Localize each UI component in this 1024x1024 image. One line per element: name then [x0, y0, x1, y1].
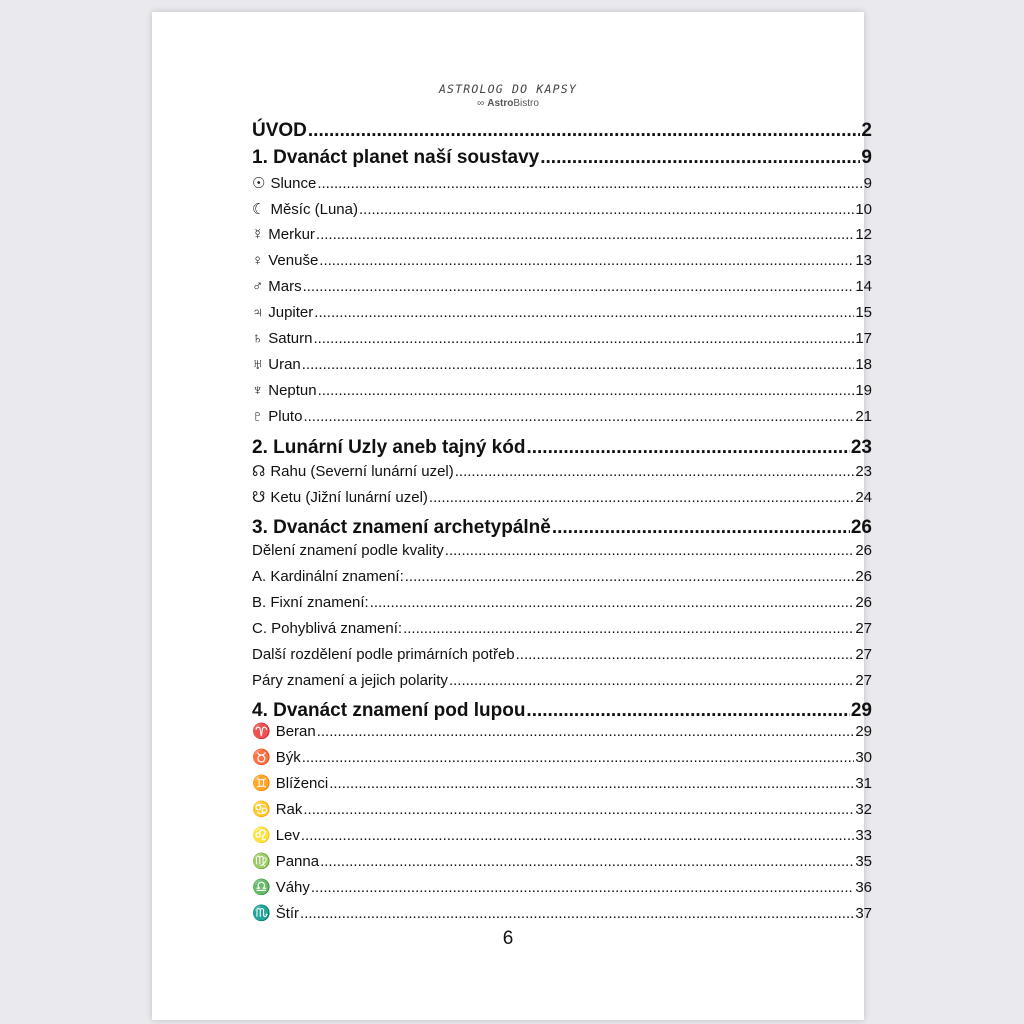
dot-leader	[316, 226, 854, 243]
dot-leader	[313, 330, 854, 347]
toc-entry[interactable]	[252, 568, 872, 585]
zodiac-planet-symbol-icon: ♌	[252, 827, 271, 844]
zodiac-planet-symbol-icon: ♇	[252, 408, 264, 425]
toc-page-number: 18	[855, 356, 872, 373]
dot-leader	[403, 620, 854, 637]
toc-label	[252, 278, 302, 295]
zodiac-planet-symbol-icon: ♀	[252, 252, 264, 269]
toc-label-text: Merkur	[268, 226, 315, 243]
toc-label-text: 1. Dvanáct planet naší soustavy	[252, 147, 540, 168]
toc-label-text: Lev	[275, 827, 300, 844]
toc-label	[252, 800, 302, 818]
zodiac-planet-symbol-icon: ♃	[252, 304, 264, 321]
toc-page-number: 33	[855, 827, 872, 844]
dot-leader	[318, 382, 855, 399]
toc-page-number: 31	[855, 775, 872, 792]
toc-label-text: Páry znamení a jejich polarity	[252, 672, 448, 689]
zodiac-planet-symbol-icon: ♍	[252, 853, 271, 870]
toc-label-text: ÚVOD	[252, 120, 307, 141]
toc-entry[interactable]	[252, 594, 872, 611]
dot-leader	[314, 304, 854, 321]
zodiac-planet-symbol-icon: ☿	[252, 226, 264, 243]
toc-page-number: 37	[855, 905, 872, 922]
dot-leader	[301, 827, 854, 844]
zodiac-planet-symbol-icon: ☉	[252, 175, 266, 192]
toc-page-number: 27	[855, 620, 872, 637]
toc-page-number: 26	[855, 568, 872, 585]
toc-heading[interactable]	[252, 120, 872, 142]
toc-label-text: Neptun	[268, 382, 317, 399]
toc-label-text: Venuše	[268, 252, 319, 269]
dot-leader	[370, 594, 855, 611]
toc-label	[252, 488, 428, 506]
toc-label	[252, 147, 539, 169]
toc-entry[interactable]	[252, 356, 872, 373]
toc-entry[interactable]	[252, 330, 872, 347]
dot-leader	[445, 542, 855, 559]
dot-leader	[319, 252, 854, 269]
toc-label	[252, 904, 299, 922]
toc-entry[interactable]	[252, 252, 872, 269]
toc-label	[252, 174, 316, 192]
toc-page-number: 13	[855, 252, 872, 269]
toc-page-number: 9	[863, 175, 872, 192]
dot-leader	[552, 517, 850, 539]
toc-label-text: B. Fixní znamení:	[252, 594, 369, 611]
toc-entry[interactable]	[252, 646, 872, 663]
toc-label-text: 2. Lunární Uzly aneb tajný kód	[252, 437, 526, 458]
toc-entry[interactable]	[252, 278, 872, 295]
zodiac-planet-symbol-icon: ♋	[252, 801, 271, 818]
toc-page-number: 23	[850, 437, 872, 458]
dot-leader	[455, 463, 855, 480]
toc-entry[interactable]	[252, 382, 872, 399]
toc-label-text: Další rozdělení podle primárních potřeb	[252, 646, 515, 663]
toc-entry[interactable]	[252, 748, 872, 766]
dot-leader	[317, 175, 862, 192]
toc-page-number: 35	[855, 853, 872, 870]
toc-label	[252, 542, 444, 559]
running-header-title: ASTROLOG DO KAPSY	[438, 82, 578, 96]
toc-label	[252, 748, 301, 766]
toc-label	[252, 252, 318, 269]
toc-label	[252, 568, 404, 585]
toc-entry[interactable]	[252, 852, 872, 870]
toc-label-text: A. Kardinální znamení:	[252, 568, 404, 585]
toc-label	[252, 356, 301, 373]
toc-heading[interactable]	[252, 147, 872, 169]
toc-label-text: 4. Dvanáct znamení pod lupou	[252, 700, 526, 721]
zodiac-planet-symbol-icon: ☾	[252, 201, 266, 218]
toc-page-number: 9	[861, 147, 872, 168]
brand-name-rest: Bistro	[513, 98, 539, 109]
toc-label-text: Pluto	[268, 408, 303, 425]
dot-leader	[303, 801, 854, 818]
toc-entry[interactable]	[252, 462, 872, 480]
dot-leader	[540, 147, 860, 169]
toc-label-text: Panna	[275, 853, 320, 870]
toc-label-text: Mars	[268, 278, 302, 295]
toc-label	[252, 120, 307, 142]
toc-label-text: Rak	[275, 801, 303, 818]
toc-label-text: Štír	[275, 905, 300, 922]
toc-heading[interactable]	[252, 517, 872, 539]
toc-entry[interactable]	[252, 408, 872, 425]
dot-leader	[526, 700, 849, 722]
dot-leader	[329, 775, 854, 792]
toc-label	[252, 620, 402, 637]
toc-heading[interactable]	[252, 700, 872, 722]
toc-label-text: Měsíc (Luna)	[270, 201, 358, 218]
toc-label	[252, 826, 300, 844]
toc-page-number: 2	[861, 120, 872, 141]
toc-label-text: Ketu (Jižní lunární uzel)	[270, 489, 428, 506]
toc-page-number: 27	[855, 646, 872, 663]
dot-leader	[405, 568, 855, 585]
toc-entry[interactable]	[252, 226, 872, 243]
zodiac-planet-symbol-icon: ♅	[252, 356, 264, 373]
toc-label	[252, 722, 316, 740]
zodiac-planet-symbol-icon: ☋	[252, 489, 266, 506]
toc-page-number: 27	[855, 672, 872, 689]
dot-leader	[311, 879, 854, 896]
zodiac-planet-symbol-icon: ♂	[252, 278, 264, 295]
toc-label-text: Slunce	[270, 175, 317, 192]
toc-label	[252, 382, 317, 399]
toc-page-number: 26	[855, 542, 872, 559]
toc-entry[interactable]	[252, 542, 872, 559]
toc-label-text: Blíženci	[275, 775, 329, 792]
toc-entry[interactable]	[252, 878, 872, 896]
zodiac-planet-symbol-icon: ♊	[252, 775, 271, 792]
toc-entry[interactable]	[252, 488, 872, 506]
toc-label	[252, 408, 302, 425]
toc-entry[interactable]	[252, 672, 872, 689]
zodiac-planet-symbol-icon: ♄	[252, 330, 264, 347]
toc-label	[252, 700, 525, 722]
toc-entry[interactable]	[252, 174, 872, 192]
dot-leader	[303, 278, 855, 295]
toc-page-number: 14	[855, 278, 872, 295]
dot-leader	[320, 853, 854, 870]
dot-leader	[317, 723, 855, 740]
infinity-icon: ∞	[477, 98, 485, 109]
dot-leader	[526, 437, 849, 459]
toc-label-text: Saturn	[268, 330, 313, 347]
toc-entry[interactable]	[252, 200, 872, 218]
toc-label	[252, 672, 448, 689]
brand-name-bold: Astro	[487, 98, 514, 109]
toc-label-text: Jupiter	[268, 304, 314, 321]
toc-entry[interactable]	[252, 620, 872, 637]
toc-label-text: 3. Dvanáct znamení archetypálně	[252, 517, 551, 538]
toc-label	[252, 226, 315, 243]
zodiac-planet-symbol-icon: ♈	[252, 723, 271, 740]
dot-leader	[302, 356, 855, 373]
zodiac-planet-symbol-icon: ♉	[252, 749, 271, 766]
toc-page-number: 30	[855, 749, 872, 766]
toc-label-text: Uran	[268, 356, 301, 373]
dot-leader	[449, 672, 854, 689]
toc-entry[interactable]	[252, 774, 872, 792]
zodiac-planet-symbol-icon: ☊	[252, 463, 266, 480]
zodiac-planet-symbol-icon: ♆	[252, 382, 264, 399]
brand-logo	[152, 98, 864, 109]
toc-entry[interactable]	[252, 826, 872, 844]
toc-label	[252, 594, 369, 611]
toc-label	[252, 330, 312, 347]
page-number: 6	[502, 928, 514, 949]
toc-page-number: 36	[855, 879, 872, 896]
toc-label-text: Rahu (Severní lunární uzel)	[270, 463, 454, 480]
toc-page-number: 17	[855, 330, 872, 347]
toc-page-number: 23	[855, 463, 872, 480]
toc-label	[252, 304, 313, 321]
dot-leader	[516, 646, 855, 663]
toc-entry[interactable]	[252, 722, 872, 740]
toc-page-number: 10	[855, 201, 872, 218]
toc-page-number: 15	[855, 304, 872, 321]
toc-page-number: 19	[855, 382, 872, 399]
toc-page-number: 12	[855, 226, 872, 243]
dot-leader	[429, 489, 854, 506]
toc-label-text: Býk	[275, 749, 301, 766]
toc-label	[252, 878, 310, 896]
toc-label	[252, 517, 551, 539]
toc-label-text: C. Pohyblivá znamení:	[252, 620, 403, 637]
toc-label-text: Beran	[275, 723, 316, 740]
toc-label	[252, 646, 515, 663]
toc-label	[252, 852, 319, 870]
document-page	[152, 12, 872, 1020]
toc-label	[252, 774, 328, 792]
dot-leader	[359, 201, 854, 218]
toc-label	[252, 462, 454, 480]
zodiac-planet-symbol-icon: ♎	[252, 879, 271, 896]
dot-leader	[300, 905, 854, 922]
dot-leader	[302, 749, 855, 766]
zodiac-planet-symbol-icon: ♏	[252, 905, 271, 922]
toc-label-text: Dělení znamení podle kvality	[252, 542, 444, 559]
toc-page-number: 24	[855, 489, 872, 506]
toc-page-number: 32	[855, 801, 872, 818]
toc-entry[interactable]	[252, 800, 872, 818]
dot-leader	[308, 120, 861, 142]
toc-page-number: 29	[855, 723, 872, 740]
toc-page-number: 21	[855, 408, 872, 425]
toc-page-number: 29	[850, 700, 872, 721]
toc-label	[252, 437, 525, 459]
toc-entry[interactable]	[252, 904, 872, 922]
toc-heading[interactable]	[252, 437, 872, 459]
toc-label	[252, 200, 358, 218]
toc-page-number: 26	[850, 517, 872, 538]
toc-entry[interactable]	[252, 304, 872, 321]
dot-leader	[303, 408, 854, 425]
toc-label-text: Váhy	[275, 879, 310, 896]
toc-page-number: 26	[855, 594, 872, 611]
